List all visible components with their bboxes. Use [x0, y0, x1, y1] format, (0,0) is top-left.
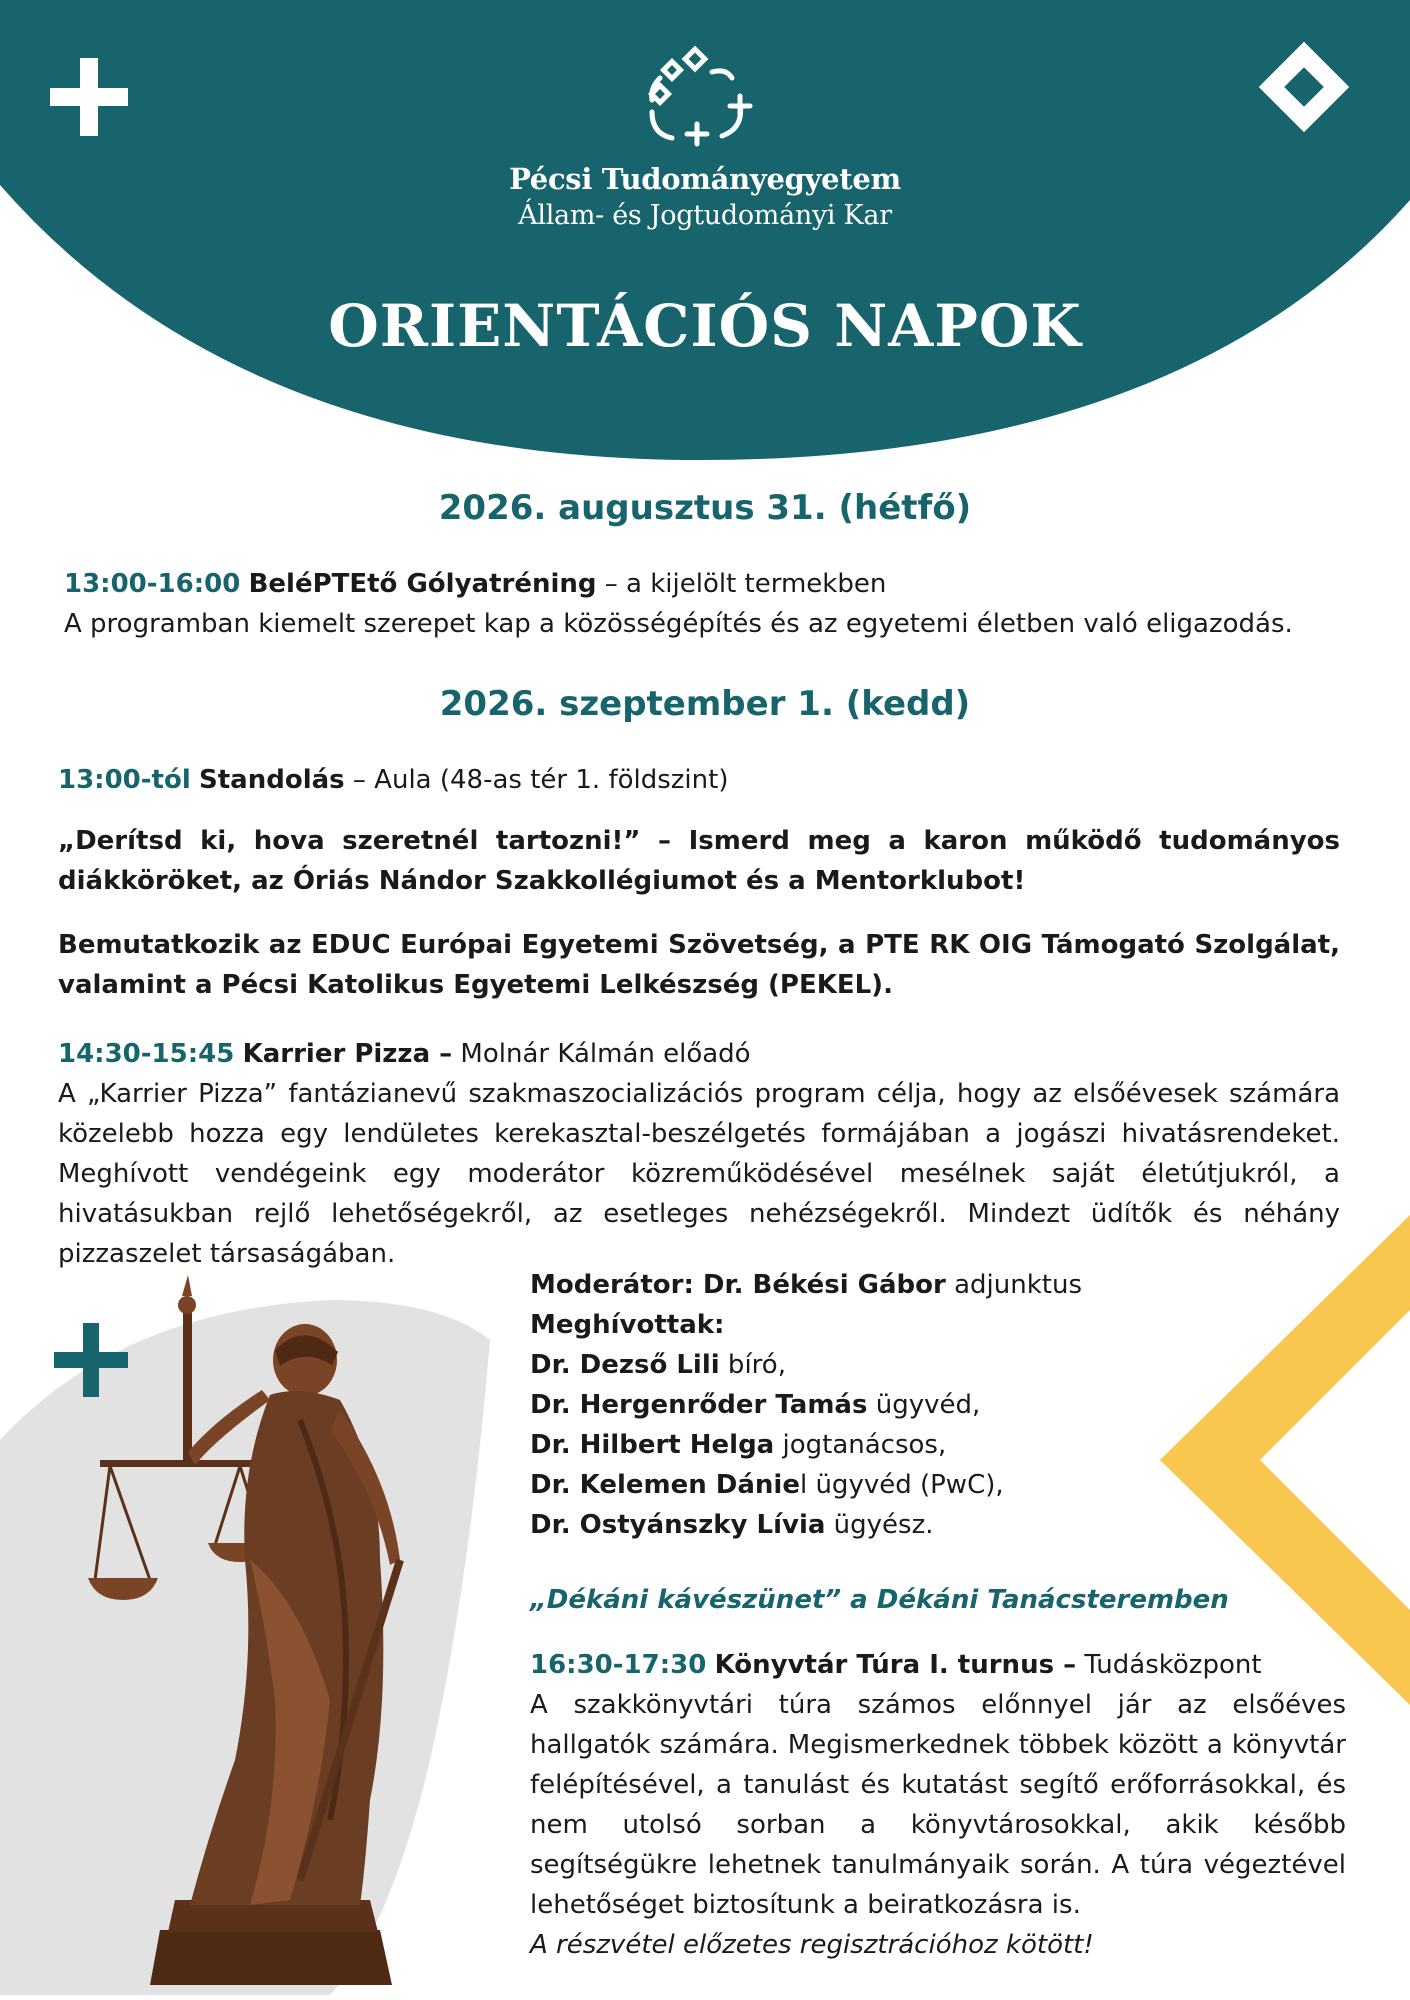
registration-note: A részvétel előzetes regisztrációhoz kötött!	[530, 1930, 1094, 1960]
moderator-label: Moderátor: Dr. Békési Gábor	[530, 1270, 946, 1300]
guest-item: Dr. Ostyánszky Lívia ügyész.	[530, 1510, 934, 1540]
event-title: Karrier Pizza –	[242, 1039, 453, 1069]
moderator-line	[530, 1265, 1082, 1305]
pizza-event-header	[58, 1034, 751, 1074]
event-location: – Aula (48-as tér 1. földszint)	[344, 765, 729, 795]
guest-item: Dr. Kelemen Dániel ügyvéd (PwC),	[530, 1470, 1004, 1500]
event-speaker: Molnár Kálmán előadó	[452, 1039, 751, 1069]
day1-event1-header	[64, 564, 886, 604]
university-name: Pécsi Tudományegyetem	[509, 162, 901, 196]
day1-event1-description: A programban kiemelt szerepet kap a közösségépítés és az egyetemi életben való eligazodás.	[64, 609, 1293, 639]
yellow-chevron	[1160, 1215, 1410, 1705]
guest-item: Dr. Hergenrőder Tamás ügyvéd,	[530, 1390, 981, 1420]
intro-paragraph: Bemutatkozik az EDUC Európai Egyetemi Szövetség, a PTE RK OIG Támogató Szolgálat, valamint a Pécsi Katolikus Egyetemi Lelkészség (PEKEL).	[58, 930, 1340, 1000]
guests-label: Meghívottak:	[530, 1310, 725, 1340]
event-title: Könyvtár Túra I. turnus –	[714, 1650, 1077, 1680]
event-location: – a kijelölt termekben	[596, 569, 887, 599]
event-time: 14:30-15:45	[58, 1039, 235, 1069]
day2-date-heading: 2026. szeptember 1. (kedd)	[439, 684, 971, 724]
pizza-description: A „Karrier Pizza” fantázianevű szakmaszocializációs program célja, hogy az elsőévesek számára közelebb hozza egy lendületes kerekasztal-beszélgetés formájában a jogászi hivatásrendeket. Meghívott vendégeink egy moderátor közreműködésével mesélnek saját életútjukról, a hivatásukban rejlő lehetőségekről, az esetleges nehézségekről. Mindezt üdítők és néhány pizzaszelet társaságában.	[58, 1079, 1340, 1269]
guest-item: Dr. Dezső Lili bíró,	[530, 1350, 786, 1380]
library-description: A szakkönyvtári túra számos előnnyel jár az elsőéves hallgatók számára. Megismerkednek többek között a könyvtár felépítésével, a tanulást és kutatást segítő erőforrásokkal, és nem utolsó sorban a könyvtárosokkal, akik később segítségükre lehetnek tanulmányaik során. A túra végeztével lehetőséget biztosítunk a beiratkozásra is.	[530, 1690, 1346, 1920]
day1-date-heading: 2026. augusztus 31. (hétfő)	[438, 488, 972, 528]
event-title: BeléPTEtő Gólyatréning	[248, 569, 597, 599]
quote-paragraph: „Derítsd ki, hova szeretnél tartozni!” – Ismerd meg a karon működő tudományos diákköröket, az Óriás Nándor Szakkollégiumot és a Mentorklubot!	[58, 826, 1340, 896]
coffee-break: „Dékáni kávészünet” a Dékáni Tanácsteremben	[530, 1585, 1229, 1615]
stand-event-header	[58, 760, 728, 800]
event-location: Tudásközpont	[1076, 1650, 1262, 1680]
moderator-role: adjunktus	[945, 1270, 1083, 1300]
event-title: Standolás	[199, 765, 345, 795]
event-time: 13:00-tól	[58, 765, 191, 795]
page-title: ORIENTÁCIÓS NAPOK	[328, 292, 1082, 360]
guest-item: Dr. Hilbert Helga jogtanácsos,	[530, 1430, 947, 1460]
faculty-name: Állam- és Jogtudományi Kar	[518, 200, 892, 231]
event-time: 16:30-17:30	[530, 1650, 707, 1680]
event-time: 13:00-16:00	[64, 569, 241, 599]
library-event-header	[530, 1645, 1262, 1685]
